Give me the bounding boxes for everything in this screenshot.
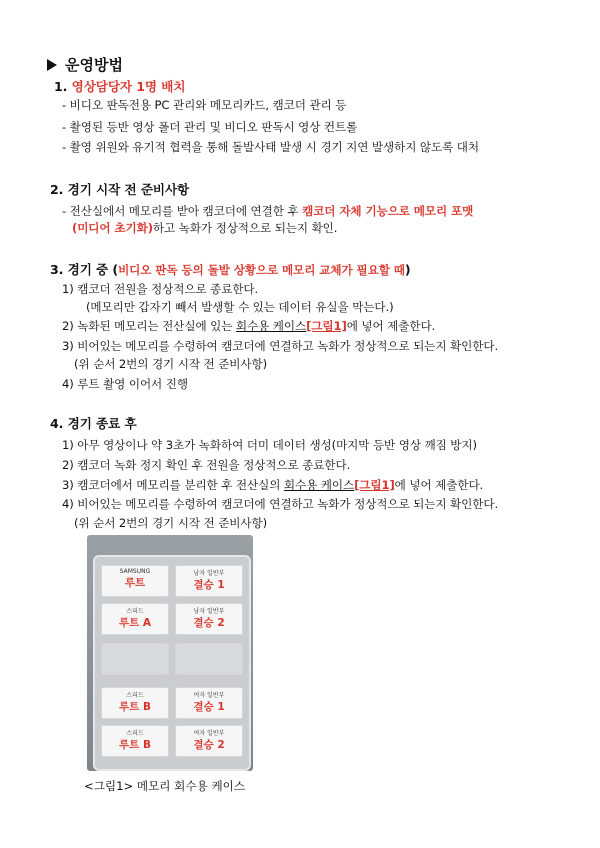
section-3-title: 3. 경기 중 (비디오 판독 등의 돌발 상황으로 메모리 교체가 필요할 때) xyxy=(50,262,411,277)
card-column-left xyxy=(101,563,167,763)
section-3-item-2: 2) 녹화된 메모리는 전산실에 있는 회수용 케이스[그림1]에 넣어 제출한다. xyxy=(62,319,436,333)
section-2-line-1: - 전산실에서 메모리를 받아 캠코더에 연결한 후 캠코더 자체 기능으로 메모리 포맷 xyxy=(62,204,474,218)
section-4-item-2: 2) 캠코더 녹화 정지 확인 후 전원을 정상적으로 종료한다. xyxy=(62,458,351,472)
section-1-item: - 촬영 위원와 유기적 협력을 통해 돌발사태 발생 시 경기 지연 발생하지 않도록 대처 xyxy=(62,140,479,154)
section-1-item: - 비디오 판독전용 PC 관리와 메모리카드, 캠코더 관리 등 xyxy=(62,98,347,112)
section-1-title: 1. 영상담당자 1명 배치 xyxy=(54,79,186,94)
empty-slot xyxy=(101,643,169,675)
section-3-item-3: 3) 비어있는 메모리를 수령하여 캠코더에 연결하고 녹화가 정상적으로 되는지 확인한다. xyxy=(62,339,499,353)
memory-card-label: SAMSUNG 루트 xyxy=(101,565,169,597)
section-1-item: - 촬영된 등반 영상 폴더 관리 및 비디오 판독시 영상 컨트롤 xyxy=(62,120,358,134)
memory-card-label: 스피드 루트 B xyxy=(101,725,169,757)
memory-card-label: 스피드 루트 A xyxy=(101,603,169,635)
memory-case-photo xyxy=(87,535,253,771)
section-heading xyxy=(47,54,123,75)
card-column-right xyxy=(175,563,241,763)
triangle-bullet-icon xyxy=(47,59,57,71)
heading-text: 운영방법 xyxy=(65,56,123,74)
section-3-item-1-note: (메모리만 갑자기 빼서 발생할 수 있는 데이터 유실을 막는다.) xyxy=(86,300,394,314)
memory-card-label: 남자 일반부 결승 1 xyxy=(175,565,243,597)
section-3-item-3-note: (위 순서 2번의 경기 시작 전 준비사항) xyxy=(74,357,268,371)
section-3-item-4: 4) 루트 촬영 이어서 진행 xyxy=(62,377,188,391)
section-2-line-2: (미디어 초기화)하고 녹화가 정상적으로 되는지 확인. xyxy=(72,221,338,235)
memory-card-label: 남자 일반부 결승 2 xyxy=(175,603,243,635)
section-2-title: 2. 경기 시작 전 준비사항 xyxy=(50,182,190,197)
empty-slot xyxy=(175,643,243,675)
section-4-item-4: 4) 비어있는 메모리를 수령하여 캠코더에 연결하고 녹화가 정상적으로 되는지 확인한다. xyxy=(62,497,499,511)
section-4-item-4-note: (위 순서 2번의 경기 시작 전 준비사항) xyxy=(74,516,268,530)
section-4-title: 4. 경기 종료 후 xyxy=(50,416,137,431)
memory-card-label: 여자 일반부 결승 2 xyxy=(175,725,243,757)
figure-caption: <그림1> 메모리 회수용 케이스 xyxy=(84,779,246,793)
memory-case-tray xyxy=(93,555,251,771)
section-3-item-1: 1) 캠코더 전원을 정상적으로 종료한다. xyxy=(62,282,259,296)
section-4-item-3: 3) 캠코더에서 메모리를 분리한 후 전산실의 회수용 케이스[그림1]에 넣어 제출한다. xyxy=(62,478,484,492)
memory-card-label: 여자 일반부 결승 1 xyxy=(175,687,243,719)
memory-card-label: 스피드 루트 B xyxy=(101,687,169,719)
section-4-item-1: 1) 아무 영상이나 약 3초가 녹화하여 더미 데이터 생성(마지막 등반 영상 깨짐 방지) xyxy=(62,438,477,452)
